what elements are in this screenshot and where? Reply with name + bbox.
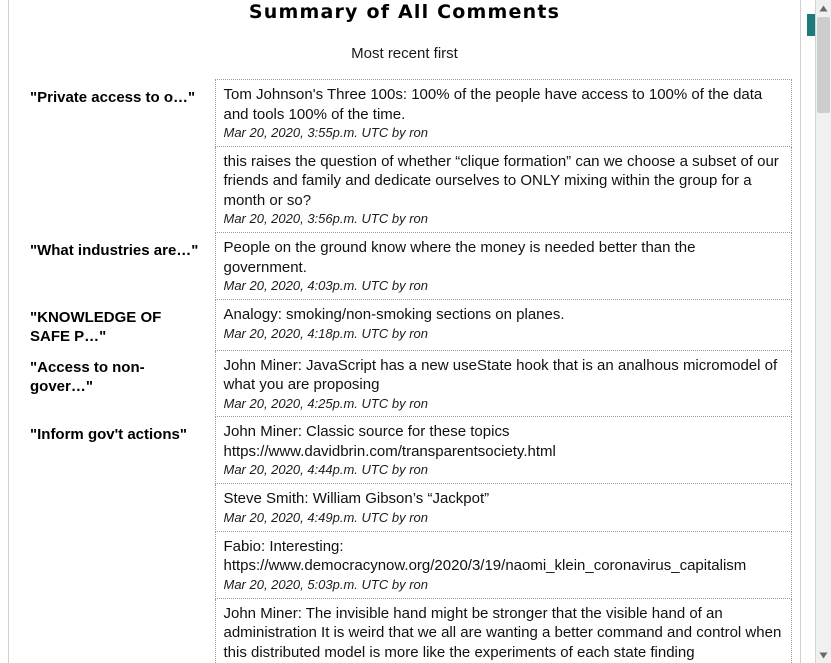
page-border-right [800, 0, 801, 663]
comment-cell [215, 80, 791, 147]
comment-topic-label: "Access to non-gover…" [30, 359, 145, 396]
scroll-down-icon[interactable] [816, 647, 831, 663]
scroll-up-icon[interactable] [816, 0, 831, 16]
page-subtitle: Most recent first [351, 45, 458, 62]
comment-text: Fabio: Interesting: https://www.democracynow.org/2020/3/19/naomi_klein_coronavirus_capitalism [223, 537, 747, 575]
comments-table [19, 79, 792, 663]
table-row [19, 350, 791, 417]
comment-meta: Mar 20, 2020, 4:44p.m. UTC by ron [223, 462, 428, 478]
comment-meta: Mar 20, 2020, 4:25p.m. UTC by ron [223, 395, 428, 411]
table-row [19, 80, 791, 147]
comment-cell [215, 350, 791, 417]
comment-cell [215, 598, 791, 663]
comment-text: John Miner: The invisible hand might be stronger that the visible hand of an administration It is weird that we all are wanting a better command and control when this distributed model is more like the experiments of each state finding [223, 604, 786, 661]
comment-cell [215, 300, 791, 350]
table-row [19, 417, 791, 484]
comment-text: John Miner: JavaScript has a new useState hook that is an analhous micromodel of what you are proposing [223, 356, 782, 394]
comment-meta: Mar 20, 2020, 4:49p.m. UTC by ron [223, 509, 428, 525]
page-title: Summary of All Comments [248, 1, 561, 23]
comment-cell [215, 146, 791, 232]
comment-meta: Mar 20, 2020, 3:56p.m. UTC by ron [223, 211, 428, 227]
comment-topic-label: "What industries are…" [30, 241, 199, 259]
scrollbar-track[interactable] [816, 113, 831, 647]
comment-text: John Miner: Classic source for these topics https://www.davidbrin.com/transparentsociety.html [223, 423, 556, 460]
comment-meta: Mar 20, 2020, 4:18p.m. UTC by ron [223, 325, 428, 341]
comment-meta: Mar 20, 2020, 4:03p.m. UTC by ron [223, 278, 428, 294]
comment-topic-label: "Private access to o…" [30, 88, 196, 106]
comment-topic-label: "Inform gov't actions" [30, 425, 187, 443]
comment-text: this raises the question of whether “clique formation” can we choose a subset of our friends and family and dedicate ourselves to ONLY mixing within the group for a month or so? [223, 152, 783, 209]
table-row [19, 300, 791, 350]
comment-topic-label: "KNOWLEDGE OF SAFE P…" [30, 308, 162, 345]
comment-cell [215, 484, 791, 531]
comment-text: Tom Johnson's Three 100s: 100% of the people have access to 100% of the data and tools 100% of the time. [223, 86, 767, 123]
comment-meta: Mar 20, 2020, 5:03p.m. UTC by ron [223, 576, 428, 592]
comment-meta: Mar 20, 2020, 3:55p.m. UTC by ron [223, 125, 428, 140]
scrollbar-thumb[interactable] [817, 17, 830, 113]
comment-text: People on the ground know where the money is needed better than the government. [223, 239, 700, 276]
comment-cell [215, 531, 791, 598]
comment-text: Analogy: smoking/non-smoking sections on planes. [223, 306, 565, 324]
vertical-scrollbar[interactable] [815, 0, 831, 663]
comment-text: Steve Smith: William Gibson’s “Jackpot” [223, 490, 490, 508]
document-content [9, 0, 800, 663]
comment-cell [215, 417, 791, 484]
page-edge-accent [807, 14, 815, 36]
comment-cell [215, 233, 791, 300]
table-row [19, 233, 791, 300]
